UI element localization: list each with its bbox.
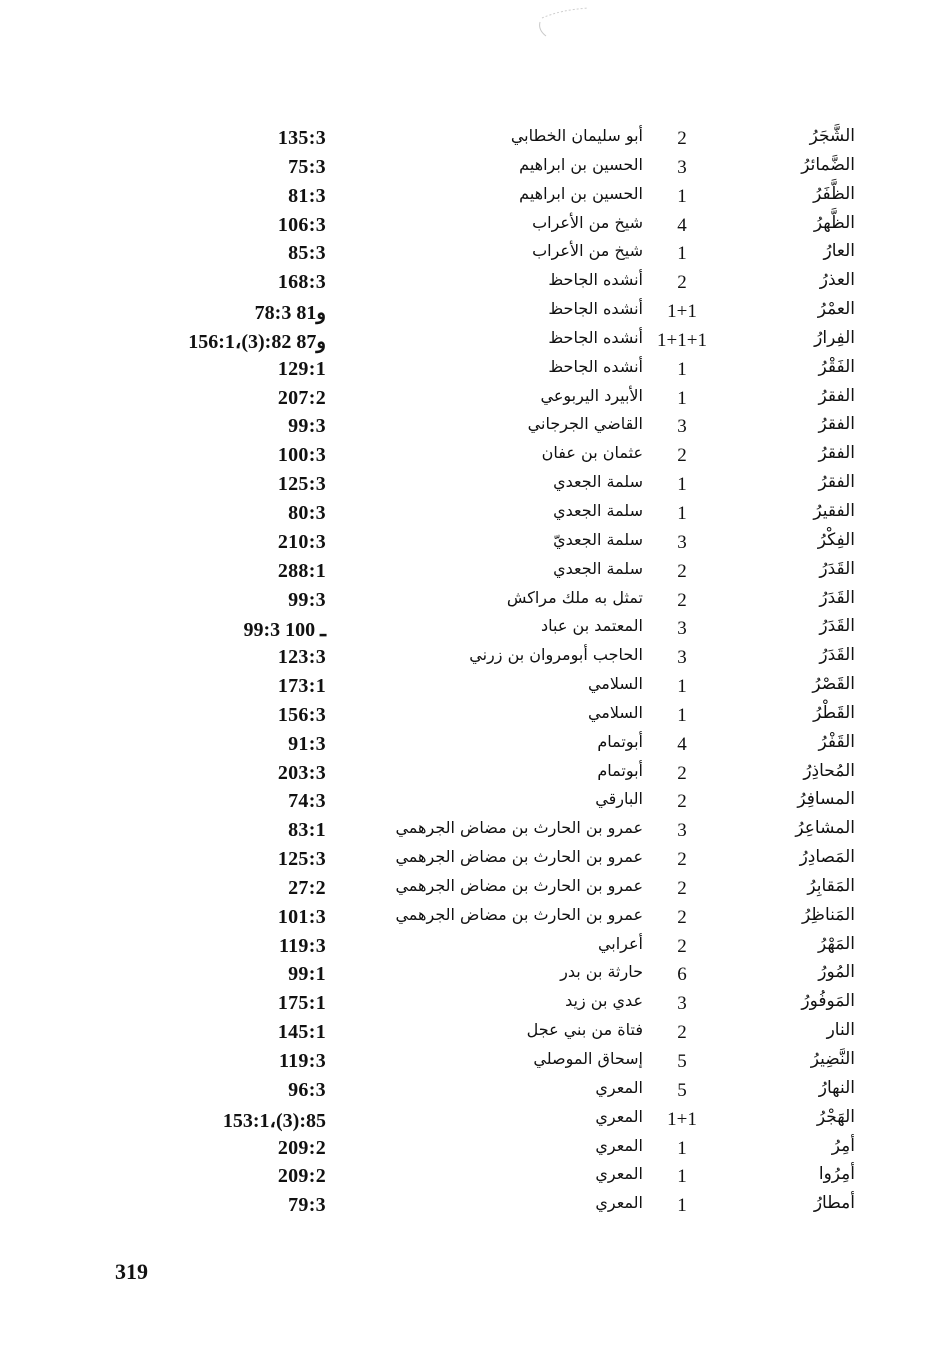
rhyme-word: القَدَرُ <box>819 587 855 608</box>
poet-name: أبوتمام <box>597 760 643 780</box>
index-row <box>0 470 943 499</box>
index-row <box>0 1076 943 1105</box>
poet-name: أبوتمام <box>597 731 643 751</box>
rhyme-word: العذرُ <box>819 270 855 291</box>
poet-name: الحسين بن ابراهيم <box>519 183 643 203</box>
poet-name: حارثة بن بدر <box>560 962 643 982</box>
index-row <box>0 441 943 470</box>
page-reference: 100:3 <box>277 444 326 467</box>
page-reference: 99:3 <box>288 588 326 611</box>
index-row <box>0 412 943 441</box>
page-reference: 119:3 <box>278 1050 326 1072</box>
verse-count: 5 <box>677 1079 687 1101</box>
page-reference: 74:3 <box>288 790 326 813</box>
page-reference: 153:1،(3):85 <box>222 1109 326 1132</box>
page-reference: 288:1 <box>277 559 326 582</box>
page-reference: 96:3 <box>288 1078 326 1101</box>
page-reference: 75:3 <box>288 155 326 178</box>
page-reference: 175:1 <box>277 992 326 1015</box>
verse-count: 2 <box>677 589 687 611</box>
poet-name: أنشده الجاحظ <box>548 356 643 376</box>
rhyme-word: الفقرُ <box>818 472 855 493</box>
page-reference: 125:3 <box>277 473 326 496</box>
rhyme-word: النار <box>826 1020 855 1041</box>
poet-name: الحسين بن ابراهيم <box>519 154 643 174</box>
poet-name: شيخ من الأعراب <box>532 212 643 232</box>
verse-count: 2 <box>677 935 687 957</box>
verse-count: 3 <box>677 647 687 669</box>
rhyme-word: أمِرُ <box>831 1135 855 1156</box>
poet-name: الحاجب أبومروان بن زرني <box>469 645 643 665</box>
poet-name: المعتمد بن عباد <box>541 616 643 636</box>
poet-name: السلامي <box>587 674 643 694</box>
page-reference: 106:3 <box>277 213 326 236</box>
rhyme-word: الفِرارُ <box>814 327 855 348</box>
index-row <box>0 1105 943 1134</box>
verse-count: 1 <box>677 1166 687 1188</box>
poet-name: المعري <box>595 1193 643 1213</box>
index-row <box>0 960 943 989</box>
page-reference: 123:3 <box>277 646 326 669</box>
rhyme-word: الشَّجَرُ <box>809 126 855 146</box>
poet-name: عمرو بن الحارث بن مضاض الجرهمي <box>395 818 643 838</box>
rhyme-word: المَوفُورُ <box>801 991 855 1012</box>
index-row <box>0 730 943 759</box>
rhyme-word: الهَجْرُ <box>816 1106 855 1127</box>
index-row <box>0 845 943 874</box>
verse-count: 1 <box>677 704 687 726</box>
page-reference: 135:3 <box>277 127 326 149</box>
page-reference: 207:2 <box>277 386 326 409</box>
pencil-mark <box>532 4 592 40</box>
page-reference: 156:3 <box>277 703 326 726</box>
poet-name: أنشده الجاحظ <box>548 270 643 290</box>
page-reference: 209:2 <box>277 1165 326 1188</box>
rhyme-word: أمِرُوا <box>818 1164 855 1185</box>
rhyme-word: العمْرُ <box>817 299 855 320</box>
index-row <box>0 989 943 1018</box>
page-reference: 80:3 <box>288 501 326 524</box>
poet-name: أنشده الجاحظ <box>548 299 643 319</box>
index-row <box>0 239 943 268</box>
verse-count: 4 <box>677 733 687 755</box>
poet-name: المعري <box>595 1164 643 1184</box>
rhyme-word: القَصْرُ <box>812 674 855 695</box>
rhyme-word: الفَقْرُ <box>818 356 855 377</box>
page-reference: 156:1،(3):82 و87 <box>188 330 326 353</box>
page-reference: 91:3 <box>288 732 326 755</box>
rhyme-word: المُورُ <box>818 962 855 983</box>
index-row <box>0 557 943 586</box>
index-row <box>0 874 943 903</box>
rhyme-word: الفقرُ <box>818 385 855 406</box>
poet-name: المعري <box>595 1135 643 1155</box>
verse-count: 2 <box>677 128 687 149</box>
poet-name: شيخ من الأعراب <box>532 241 643 261</box>
verse-count: 2 <box>677 762 687 784</box>
rhyme-word: الفقرُ <box>818 443 855 464</box>
index-row <box>0 787 943 816</box>
verse-count: 2 <box>677 272 687 294</box>
rhyme-word: القَدَرُ <box>819 645 855 666</box>
index-row <box>0 1018 943 1047</box>
rhyme-word: النهارُ <box>818 1077 855 1098</box>
rhyme-word: المَناظِرُ <box>802 904 855 925</box>
page-reference: 145:1 <box>277 1021 326 1044</box>
verse-count: 3 <box>677 618 687 640</box>
rhyme-word: المَقابِرُ <box>807 875 855 896</box>
poet-name: عمرو بن الحارث بن مضاض الجرهمي <box>395 904 643 924</box>
index-row <box>0 903 943 932</box>
page-reference: 101:3 <box>277 905 326 928</box>
poet-name: سلمة الجعدي <box>553 500 643 520</box>
index-row <box>0 182 943 211</box>
rhyme-word: المَهْرُ <box>818 933 855 954</box>
verse-count: 1+1 <box>667 1108 697 1130</box>
verse-count: 1 <box>677 1195 687 1217</box>
poet-name: الأبيرد اليربوعي <box>540 385 643 405</box>
verse-count: 1 <box>677 358 687 380</box>
poet-name: تمثل به ملك مراكش <box>506 587 643 607</box>
index-row <box>0 614 943 643</box>
verse-count: 1 <box>677 243 687 265</box>
index-row <box>0 586 943 615</box>
page-reference: 83:1 <box>288 819 326 842</box>
rhyme-word: الظَّهرُ <box>813 212 855 233</box>
index-row <box>0 384 943 413</box>
index-row <box>0 816 943 845</box>
poet-name: سلمة الجعدي <box>553 472 643 492</box>
index-row <box>0 1191 943 1220</box>
rhyme-word: العارُ <box>823 241 855 262</box>
verse-count: 1 <box>677 502 687 524</box>
index-row <box>0 355 943 384</box>
page-number: 319 <box>115 1259 148 1284</box>
verse-count: 2 <box>677 1022 687 1044</box>
page-reference: 99:1 <box>288 963 326 986</box>
index-row <box>0 643 943 672</box>
index-row <box>0 1134 943 1163</box>
index-row <box>0 499 943 528</box>
rhyme-word: المشاعِرُ <box>795 818 855 839</box>
verse-count: 3 <box>677 820 687 842</box>
page-reference: 79:3 <box>288 1194 326 1217</box>
poet-name: عمرو بن الحارث بن مضاض الجرهمي <box>395 875 643 895</box>
rhyme-word: القَدَرُ <box>819 558 855 579</box>
verse-count: 3 <box>677 416 687 438</box>
page-reference: 27:2 <box>288 876 326 899</box>
verse-count: 5 <box>677 1051 687 1072</box>
rhyme-word: المَصادِرُ <box>799 847 855 868</box>
rhyme-index-table <box>0 124 943 1220</box>
rhyme-word: الفقيرُ <box>813 500 855 521</box>
rhyme-word: أمطارُ <box>813 1193 855 1214</box>
poet-name: أبو سليمان الخطابي <box>510 126 643 145</box>
verse-count: 3 <box>677 993 687 1015</box>
index-row <box>0 932 943 961</box>
verse-count: 2 <box>677 849 687 871</box>
index-row <box>0 153 943 182</box>
verse-count: 1 <box>677 387 687 409</box>
verse-count: 2 <box>677 560 687 582</box>
poet-name: المعري <box>595 1077 643 1097</box>
index-row <box>0 528 943 557</box>
poet-name: فتاة من بني عجل <box>526 1020 643 1040</box>
page-reference: 129:1 <box>277 357 326 380</box>
index-row <box>0 124 943 153</box>
page-reference: 99:3 <box>288 415 326 438</box>
rhyme-word: الظَّفَرُ <box>813 183 855 204</box>
poet-name: أنشده الجاحظ <box>548 327 643 347</box>
rhyme-word: المسافِرُ <box>797 789 855 810</box>
rhyme-word: المُحاذِرُ <box>803 760 855 781</box>
index-row <box>0 268 943 297</box>
poet-name: عدي بن زيد <box>565 991 643 1011</box>
index-row <box>0 211 943 240</box>
poet-name: سلمة الجعديّ <box>553 529 643 549</box>
verse-count: 2 <box>677 445 687 467</box>
rhyme-word: النَّضِيرُ <box>810 1049 855 1069</box>
verse-count: 1 <box>677 474 687 496</box>
index-row <box>0 1047 943 1076</box>
index-row <box>0 326 943 355</box>
verse-count: 1 <box>677 676 687 698</box>
index-row <box>0 759 943 788</box>
verse-count: 2 <box>677 791 687 813</box>
index-row <box>0 297 943 326</box>
index-row <box>0 701 943 730</box>
verse-count: 1 <box>677 1137 687 1159</box>
verse-count: 4 <box>677 214 687 236</box>
rhyme-word: الفِكْرُ <box>817 529 855 550</box>
index-row <box>0 672 943 701</box>
page-reference: 81:3 <box>288 184 326 207</box>
poet-name: إسحاق الموصلي <box>533 1049 643 1068</box>
poet-name: عمرو بن الحارث بن مضاض الجرهمي <box>395 847 643 867</box>
poet-name: سلمة الجعدي <box>553 558 643 578</box>
page-reference: 85:3 <box>288 242 326 265</box>
rhyme-word: القَطْرُ <box>813 702 855 723</box>
page-reference: 168:3 <box>277 271 326 294</box>
page-reference: 173:1 <box>277 675 326 698</box>
verse-count: 3 <box>677 531 687 553</box>
page-reference: 119:3 <box>278 934 326 957</box>
page-reference: 125:3 <box>277 848 326 871</box>
poet-name: السلامي <box>587 702 643 722</box>
verse-count: 1+1+1 <box>657 329 707 351</box>
rhyme-word: الفقرُ <box>818 414 855 435</box>
verse-count: 2 <box>677 877 687 899</box>
page-reference: 209:2 <box>277 1136 326 1159</box>
verse-count: 3 <box>677 156 687 178</box>
poet-name: البارقي <box>595 789 643 809</box>
index-row <box>0 1162 943 1191</box>
page-reference: 203:3 <box>277 761 326 784</box>
page-reference: 99:3 ـ 100 <box>243 619 326 642</box>
poet-name: أعرابي <box>597 933 643 953</box>
page-reference: 78:3 و81 <box>254 302 326 325</box>
poet-name: عثمان بن عفان <box>541 443 643 463</box>
rhyme-word: الضَّمائرُ <box>801 154 855 175</box>
rhyme-word: القَفْرُ <box>818 731 855 752</box>
verse-count: 1+1 <box>667 301 697 323</box>
rhyme-word: القَدَرُ <box>819 616 855 637</box>
page-reference: 210:3 <box>277 530 326 553</box>
poet-name: القاضي الجرجاني <box>527 414 643 434</box>
poet-name: المعري <box>595 1106 643 1126</box>
verse-count: 6 <box>677 964 687 986</box>
verse-count: 2 <box>677 906 687 928</box>
verse-count: 1 <box>677 185 687 207</box>
